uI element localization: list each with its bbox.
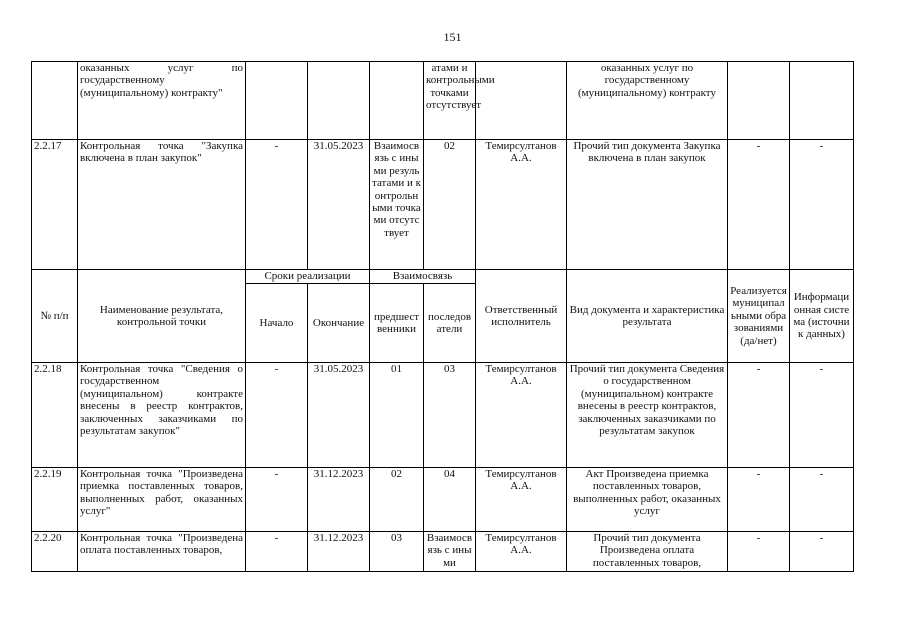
municipal: -: [728, 140, 790, 270]
control-points-table: [31, 61, 854, 572]
successors: 04: [424, 468, 476, 532]
header-start: Начало: [246, 284, 308, 363]
successors: Взаимосвязь с иными: [424, 532, 476, 572]
end-date: 31.05.2023: [308, 140, 370, 270]
start-date: -: [246, 363, 308, 468]
row-number: [32, 62, 78, 140]
successors: атами и контрольными точками отсутствует: [424, 62, 476, 140]
result-name: Контрольная точка "Закупка включена в план закупок": [78, 140, 246, 270]
successors: 03: [424, 363, 476, 468]
municipal: [728, 62, 790, 140]
info-system: -: [790, 468, 854, 532]
header-successors: последов атели: [424, 284, 476, 363]
header-municipal: Реализуется муниципальными образованиями (да/нет): [728, 270, 790, 363]
info-system: -: [790, 140, 854, 270]
header-deadlines: Сроки реализации: [246, 270, 370, 284]
table-header-row: [32, 270, 854, 284]
document-type: Прочий тип документа Произведена оплата поставленных товаров,: [567, 532, 728, 572]
header-predecessors: предшест венники: [370, 284, 424, 363]
responsible: [476, 62, 567, 140]
start-date: [246, 62, 308, 140]
result-name: оказанных услуг по государственному (муниципальному) контракту": [78, 62, 246, 140]
table-row: [32, 532, 854, 572]
document-type: Прочий тип документа Закупка включена в план закупок: [567, 140, 728, 270]
header-link: Взаимосвязь: [370, 270, 476, 284]
predecessors: 03: [370, 532, 424, 572]
responsible: Темирсултанов А.А.: [476, 140, 567, 270]
info-system: [790, 62, 854, 140]
responsible: Темирсултанов А.А.: [476, 468, 567, 532]
end-date: 31.12.2023: [308, 532, 370, 572]
header-number: № п/п: [32, 270, 78, 363]
result-name: Контрольная точка "Произведена приемка поставленных товаров, выполненных работ, оказанных услуг": [78, 468, 246, 532]
header-info-system: Информационная система (источник данных): [790, 270, 854, 363]
end-date: [308, 62, 370, 140]
predecessors: [370, 62, 424, 140]
header-name: Наименование результата, контрольной точки: [78, 270, 246, 363]
successors: 02: [424, 140, 476, 270]
document-type: Акт Произведена приемка поставленных товаров, выполненных работ, оказанных услуг: [567, 468, 728, 532]
predecessors: 02: [370, 468, 424, 532]
document-type: Прочий тип документа Сведения о государственном (муниципальном) контракте внесены в реестр контрактов, заключенных заказчиками по результатам закупок: [567, 363, 728, 468]
start-date: -: [246, 140, 308, 270]
row-number: 2.2.18: [32, 363, 78, 468]
responsible: Темирсултанов А.А.: [476, 363, 567, 468]
header-responsible: Ответственный исполнитель: [476, 270, 567, 363]
municipal: -: [728, 532, 790, 572]
table-row: [32, 468, 854, 532]
predecessors: 01: [370, 363, 424, 468]
table-row: [32, 140, 854, 270]
header-end: Окончание: [308, 284, 370, 363]
table-row: [32, 62, 854, 140]
page-number: 151: [443, 30, 462, 44]
end-date: 31.05.2023: [308, 363, 370, 468]
info-system: -: [790, 363, 854, 468]
row-number: 2.2.20: [32, 532, 78, 572]
table-row: [32, 363, 854, 468]
end-date: 31.12.2023: [308, 468, 370, 532]
result-name: Контрольная точка "Сведения о государственном (муниципальном) контракте внесены в реестр контрактов, заключенных заказчиками по результатам закупок": [78, 363, 246, 468]
header-document-type: Вид документа и характеристика результата: [567, 270, 728, 363]
result-name: Контрольная точка "Произведена оплата поставленных товаров,: [78, 532, 246, 572]
row-number: 2.2.17: [32, 140, 78, 270]
info-system: -: [790, 532, 854, 572]
row-number: 2.2.19: [32, 468, 78, 532]
municipal: -: [728, 468, 790, 532]
municipal: -: [728, 363, 790, 468]
start-date: -: [246, 532, 308, 572]
responsible: Темирсултанов А.А.: [476, 532, 567, 572]
predecessors: Взаимосвязь с иными результатами и контрольными точками отсутствует: [370, 140, 424, 270]
document-type: оказанных услуг по государственному (муниципальному) контракту: [567, 62, 728, 140]
start-date: -: [246, 468, 308, 532]
